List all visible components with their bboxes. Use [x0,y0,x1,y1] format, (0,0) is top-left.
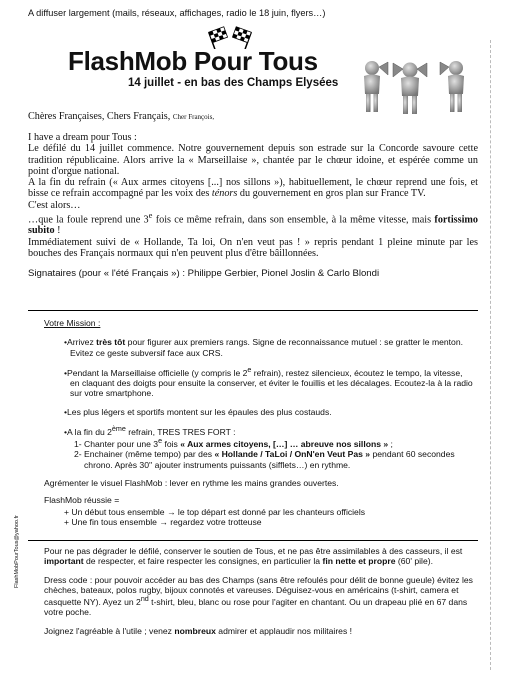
mission-agrementer: Agrémenter le visuel FlashMob : lever en rythme les mains grandes ouvertes. [44,478,339,489]
emphasis-tres-tot: très tôt [96,337,126,348]
mission-bullet-marseillaise [44,366,474,399]
text-run: pendant 60 secondes chrono. Après 30'' ajouter instruments puissants (sifflets…) en rythme. [84,449,455,470]
text-run: 2- Enchainer (même tempo) par des [74,449,215,460]
emphasis-chant: « Aux armes citoyens, […] … abreuve nos sillons » [180,439,389,450]
letter-body [28,108,478,280]
flashmob-success-item: + Un début tous ensemble → le top départ est donné par les chanteurs officiels [64,506,366,517]
greeting [28,111,478,122]
text-run: fois [162,439,181,450]
contact-email: FlashMobPourTous@yahoo.fr [14,515,20,588]
page-subtitle: 14 juillet - en bas des Champs Elysées [128,77,339,89]
emphasis-fortissimo: fortissimo subito [28,214,478,237]
superscript: ème [111,425,126,434]
superscript: e [158,437,163,446]
text-run: A la fin du refrain (« Aux armes citoyens [...] nos sillons »), habituellement, le chœur reprend une fois, et bisse ce refrain accompagné par les voix des [28,177,478,200]
mission-heading: Votre Mission : [44,318,101,328]
text-run: 1- Chanter pour une 3 [74,439,159,450]
text-run: Dress code : pour pouvoir accéder au bas des Champs (sans être refoulés pour délit de bonne gueule) évitez les chèches, bateaux, polos rugby, bijoux connotés et vareuses. Déguisez-vous en américains (t-shirt, camera et casquette NY). Ayez un 2 [44,574,473,608]
instructions-respect [44,546,474,567]
text-run: ! [54,225,61,237]
greeting-small: Cher François, [172,113,215,121]
text-run: •Arrivez [64,337,97,348]
mission-step-1 [44,437,474,449]
letter-paragraph-intro: I have a dream pour Tous : [28,132,137,144]
letter-paragraph-hollande: Immédiatement suivi de « Hollande, Ta loi, On n'en veut pas ! » repris pendant 1 pleine minute par les bouches des Français normaux qui n'en peuvent plus d'être bâillonnées. [28,236,478,259]
text-run: fois ce même refrain, dans son ensemble, à la même vitesse, mais [152,214,435,226]
text-run: Pour ne pas dégrader le défilé, conserver le soutien de Tous, et ne pas être assimilables à des casseurs, il est [44,546,463,556]
text-run: …que la foule reprend une 3 [28,214,149,226]
mission-bullet-epaules: •Les plus légers et sportifs montent sur les épaules des plus costauds. [64,406,332,417]
mission-step-2 [44,449,474,470]
emphasis-slogan: « Hollande / TaLoi / OnN'en Veut Pas » [214,449,371,460]
text-run: de respecter, et faire respecter les consignes, en particulier la [83,556,323,567]
text-run: Joignez l'agréable à l'utile ; venez [44,625,175,636]
section-divider [28,540,478,541]
mission-section [44,318,474,527]
text-run: t-shirt, bleu, blanc ou rose pour l'agiter en chantant. Ou un drapeau plié en 67 dans votre poche. [44,597,468,618]
signatories: Signataires (pour « l'été Français ») : Philippe Gerbier, Pionel Joslin & Carlo Blondi [28,268,380,280]
superscript: e [148,209,153,220]
instructions-dress-code [44,575,474,618]
letter-paragraph-alors: C'est alors… [28,199,81,211]
emphasis-important: important [44,556,84,567]
greeting-text: Chères Françaises, Chers Français, [28,111,171,122]
superscript: nd [140,595,149,604]
text-run: •Pendant la Marseillaise officielle (y compris le 2 [64,367,248,378]
mission-bullet-refrain [44,425,474,437]
emphasis-tenors: ténors [211,188,238,200]
flashmob-success-item: + Une fin tous ensemble → regardez votre trotteuse [64,516,262,527]
letter-paragraph-defile: Le défilé du 14 juillet commence. Notre gouvernement depuis son estrade sur la Concorde savoure cette tradition républicaine. Alors arrive la « Marseillaise », chantée par le chœur idoine, et espérée comme un point d'orgue national. [28,143,478,177]
text-run: ; [388,439,393,450]
letter-paragraph-foule [28,211,478,237]
distribution-note: A diffuser largement (mails, réseaux, affichages, radio le 18 juin, flyers…) [28,8,326,18]
letter-paragraph-refrain [28,177,478,199]
text-run: pour figurer aux premiers rangs. Signe de reconnaissance mutuel : se gratter le menton. Evitez ce geste subversif face aux CRS. [70,337,464,358]
emphasis-nombreux: nombreux [174,625,216,636]
flashmob-success-heading: FlashMob réussie = [44,495,120,506]
section-divider [28,310,478,311]
text-run: du gouvernement en gros plan sur France TV. [237,188,426,200]
mission-bullet-arrive [44,337,474,358]
text-run: refrain, TRES TRES FORT : [125,426,236,437]
text-run: (60' pile). [395,556,433,567]
superscript: e [247,365,252,374]
text-run: admirer et applaudir nos militaires ! [215,625,353,636]
page-title: FlashMob Pour Tous [68,46,318,76]
instructions-section [44,546,474,644]
cut-line [490,40,491,670]
emphasis-fin-nette: fin nette et propre [322,556,396,567]
text-run: refrain), restez silencieux, écoutez le tempo, la vitesse, en claquant des doigts pour ensuite la conserver, et éviter le fouillis et les décalages. Ecoutez-la à la radio sur votre smartphone. [70,367,473,399]
text-run: •A la fin du 2 [64,426,112,437]
instructions-closing [44,626,474,636]
